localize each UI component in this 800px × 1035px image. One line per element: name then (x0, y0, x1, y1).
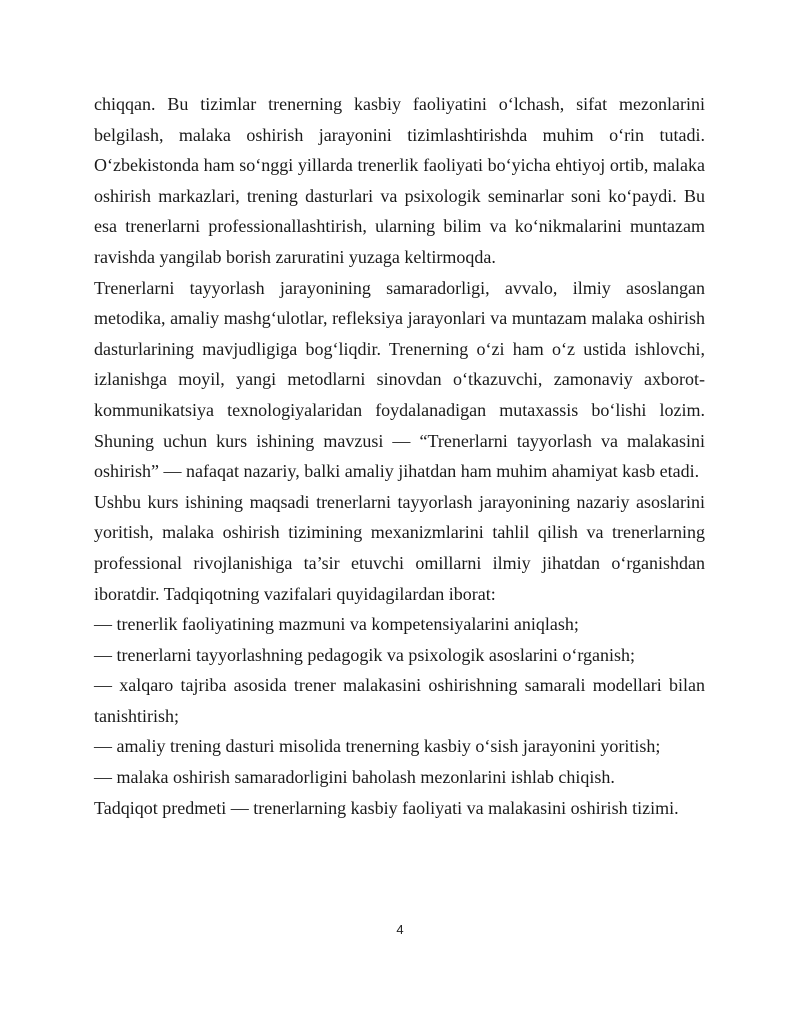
paragraph-training-effectiveness: Trenerlarni tayyorlash jarayonining samaradorligi, avvalo, ilmiy asoslangan metodika, amaliy mashg‘ulotlar, refleksiya jarayonlari va muntazam malaka oshirish dasturlarining mavjudligiga bog‘liqdir. Trenerning o‘zi ham o‘z ustida ishlovchi, izlanishga moyil, yangi metodlarni sinovdan o‘tkazuvchi, zamonaviy axborot-kommunikatsiya texnologiyalaridan foydalanadigan mutaxassis bo‘lishi lozim. Shuning uchun kurs ishining mavzusi — “Trenerlarni tayyorlash va malakasini oshirish” — nafaqat nazariy, balki amaliy jihatdan ham muhim ahamiyat kasb etadi. (94, 277, 705, 482)
paragraph-research-goal: Ushbu kurs ishining maqsadi trenerlarni tayyorlash jarayonining nazariy asoslarini yoritish, malaka oshirish tizimining mexanizmlarini tahlil qilish va trenerlarning professional rivojlanishiga ta’sir etuvchi omillarni ilmiy jihatdan o‘rganishdan iboratdir. Tadqiqotning vazifalari quyidagilardan iborat: (94, 491, 705, 604)
page-number: 4 (396, 922, 404, 937)
list-item-task-5: — malaka oshirish samaradorligini baholash mezonlarini ishlab chiqish. (94, 767, 615, 788)
paragraph-research-subject: Tadqiqot predmeti — trenerlarning kasbiy faoliyati va malakasini oshirish tizimi. (94, 797, 679, 818)
paragraph-intro-continuation: chiqqan. Bu tizimlar trenerning kasbiy faoliyatini o‘lchash, sifat mezonlarini belgilash, malaka oshirish jarayonini tizimlashtirishda muhim o‘rin tutadi. O‘zbekistonda ham so‘nggi yillarda trenerlik faoliyati bo‘yicha ehtiyoj ortib, malaka oshirish markazlari, trening dasturlari va psixologik seminarlar soni ko‘paydi. Bu esa trenerlarni professionallashtirish, ularning bilim va ko‘nikmalarini muntazam ravishda yangilab borish zaruratini yuzaga keltirmoqda. (94, 94, 705, 267)
list-item-task-4: — amaliy trening dasturi misolida trenerning kasbiy o‘sish jarayonini yoritish; (94, 736, 661, 757)
list-item-task-3: — xalqaro tajriba asosida trener malakasini oshirishning samarali modellari bilan tanishtirish; (94, 675, 705, 726)
list-item-task-1: — trenerlik faoliyatining mazmuni va kompetensiyalarini aniqlash; (94, 614, 579, 635)
list-item-task-2: — trenerlarni tayyorlashning pedagogik va psixologik asoslarini o‘rganish; (94, 644, 636, 665)
document-body (94, 89, 705, 823)
